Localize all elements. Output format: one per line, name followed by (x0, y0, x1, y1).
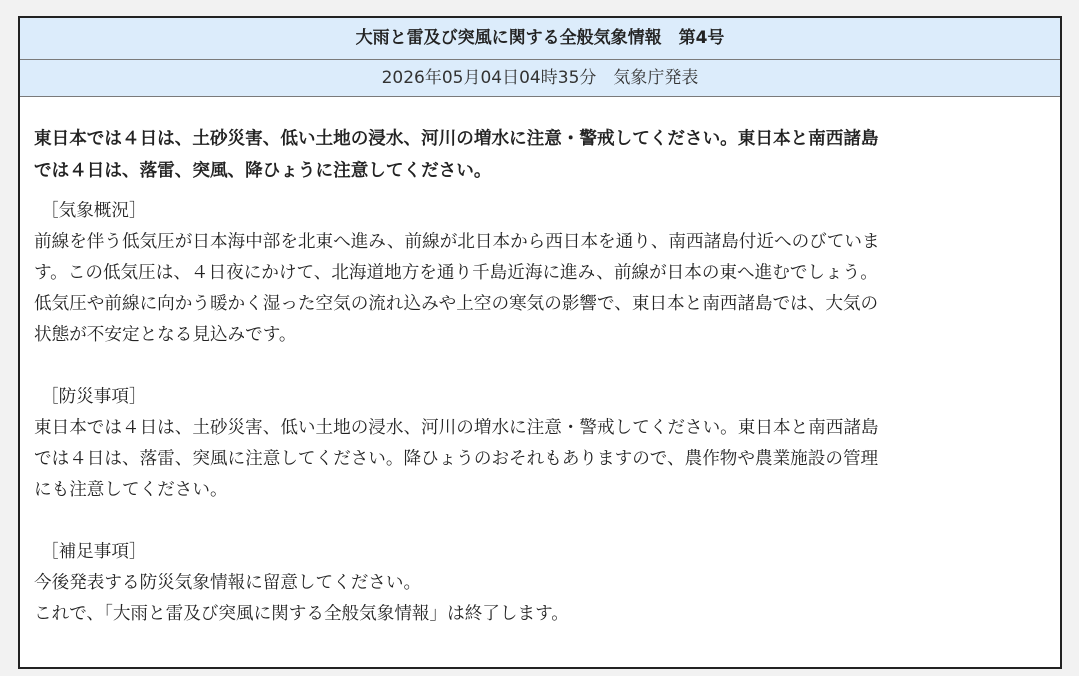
section-line: 今後発表する防災気象情報に留意してください。 (34, 573, 422, 593)
section-spacer (34, 351, 1046, 382)
issued-datetime: 2026年05月04日04時35分 気象庁発表 (20, 60, 1060, 97)
section-line: では４日は、落雷、突風に注意してください。降ひょうのおそれもありますので、農作物や農業施設の管理 (34, 449, 879, 469)
section-line: 前線を伴う低気圧が日本海中部を北東へ進み、前線が北日本から西日本を通り、南西諸島付近へのびていま (34, 232, 880, 252)
summary-text (34, 123, 1046, 187)
section-line: 東日本では４日は、土砂災害、低い土地の浸水、河川の増水に注意・警戒してください。東日本と南西諸島 (34, 418, 879, 438)
section-heading: ［補足事項］ (41, 542, 147, 562)
summary-line: 東日本では４日は、土砂災害、低い土地の浸水、河川の増水に注意・警戒してください。東日本と南西諸島 (34, 129, 879, 149)
section-overview (34, 196, 1046, 351)
summary-line: では４日は、落雷、突風、降ひょうに注意してください。 (34, 161, 492, 181)
section-supplement (34, 537, 1046, 630)
section-heading: ［防災事項］ (41, 387, 147, 407)
section-disaster (34, 382, 1046, 506)
section-line: にも注意してください。 (34, 480, 228, 500)
bulletin-body (20, 97, 1060, 630)
section-line: これで、「大雨と雷及び突風に関する全般気象情報」は終了します。 (34, 604, 569, 624)
section-line: す。この低気圧は、４日夜にかけて、北海道地方を通り千島近海に進み、前線が日本の東へ進むでしょう。 (34, 263, 878, 283)
bulletin-title: 大雨と雷及び突風に関する全般気象情報 第4号 (20, 18, 1060, 60)
section-line: 低気圧や前線に向かう暖かく湿った空気の流れ込みや上空の寒気の影響で、東日本と南西諸島では、大気の (34, 294, 879, 314)
section-heading: ［気象概況］ (41, 201, 147, 221)
section-line: 状態が不安定となる見込みです。 (34, 325, 297, 345)
section-spacer (34, 506, 1046, 537)
weather-info-panel (18, 16, 1062, 669)
